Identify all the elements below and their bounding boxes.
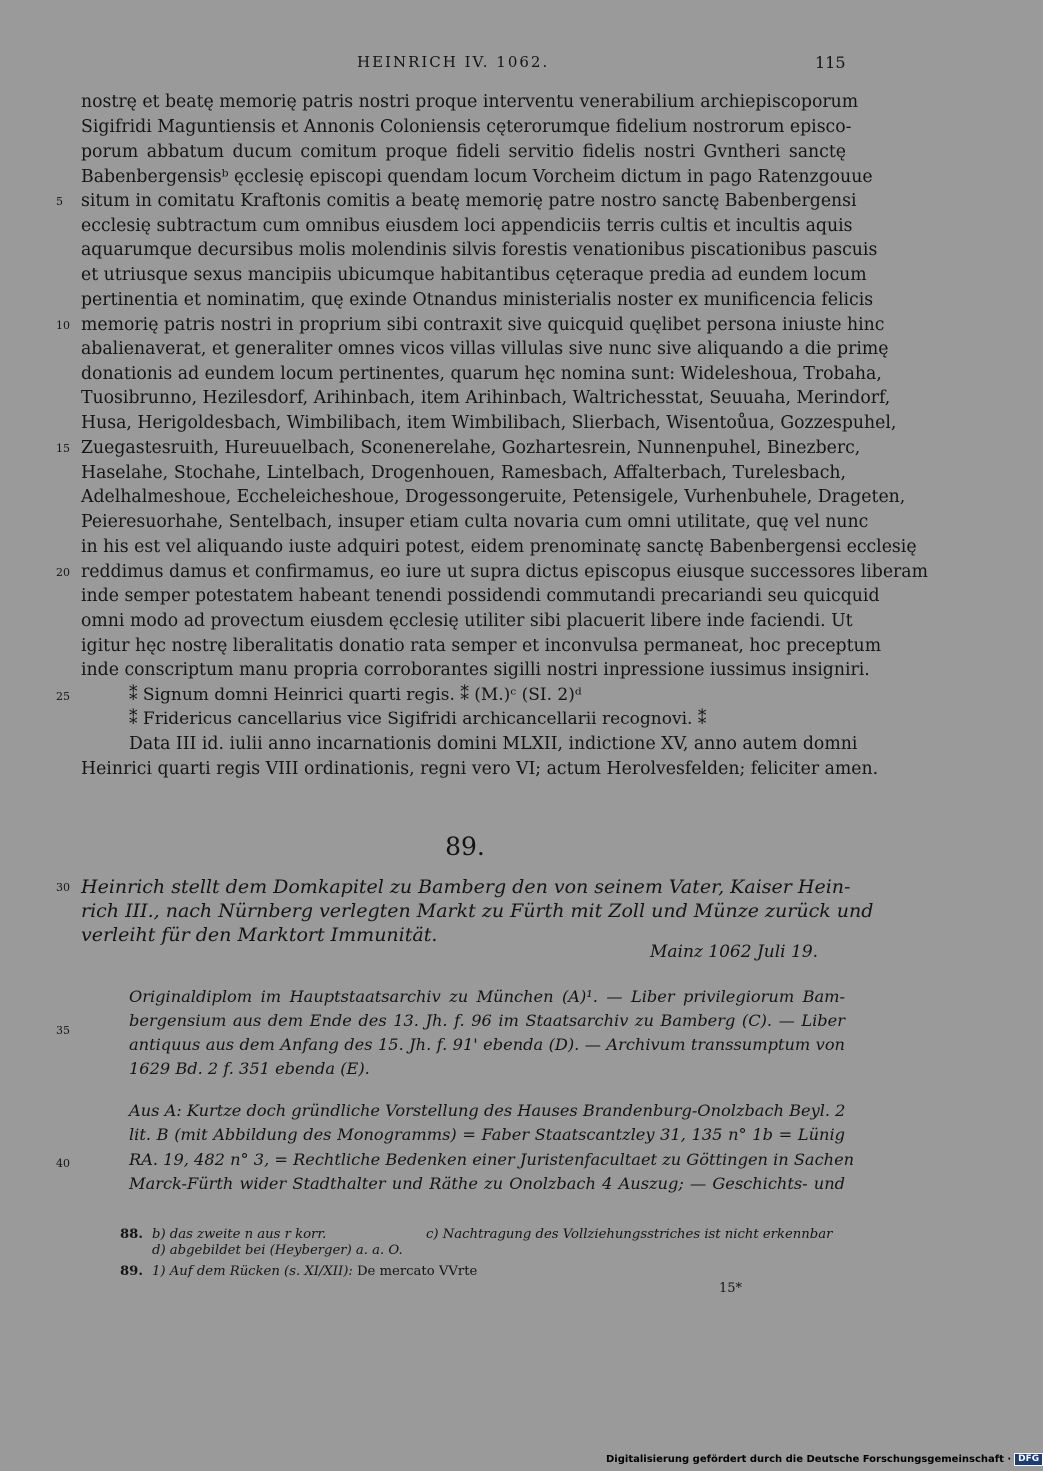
tradition-line: 1629 Bd. 2 f. 351 ebenda (E).: [129, 1059, 370, 1078]
charter-line: abalienaverat, et generaliter omnes vicos villas villulas sive nunc sive aliquando a die primę: [81, 339, 889, 359]
footnote-89-1: [152, 1263, 477, 1281]
charter-line: Adelhalmeshoue, Eccheleicheshoue, Drogessongeruite, Petensigele, Vurhenbuhele, Drageten,: [81, 487, 906, 507]
charter-line: Haselahe, Stochahe, Lintelbach, Drogenhouen, Ramesbach, Affalterbach, Turelesbach,: [81, 463, 846, 483]
line-number: 5: [56, 195, 63, 208]
charter-line: ecclesię subtractum cum omnibus eiusdem loci appendiciis terris cultis et incultis aquis: [81, 216, 853, 236]
line-number: 35: [56, 1024, 70, 1037]
charter-line: Sigifridi Maguntiensis et Annonis Coloniensis cęterorumque fidelium nostrorum episco-: [81, 117, 852, 137]
edition-line: lit. B (mit Abbildung des Monogramms) = Faber Staatscantzley 31, 135 n° 1b = Lünig: [129, 1125, 845, 1144]
tradition-line: bergensium aus dem Ende des 13. Jh. f. 96 im Staatsarchiv zu Bamberg (C). — Liber: [129, 1011, 845, 1030]
line-number: 15: [56, 442, 70, 455]
page-number: 115: [815, 53, 846, 72]
footnote-label: 89.: [120, 1264, 143, 1279]
tradition-line: antiquus aus dem Anfang des 15. Jh. f. 91' ebenda (D). — Archivum transsumptum von: [129, 1035, 845, 1054]
charter-line: inde conscriptum manu propria corroborantes sigilli nostri inpressione iussimus insigniri.: [81, 660, 870, 680]
charter-line: in his est vel aliquando iuste adquiri potest, eidem prenominatę sanctę Babenbergensi ecclesię: [81, 537, 917, 557]
signum-line: ⁑ Signum domni Heinrici quarti regis. ⁑ (M.)ᶜ (SI. 2)ᵈ: [129, 685, 582, 705]
charter-line: pertinentia et nominatim, quę exinde Otnandus ministerialis noster ex munificencia felicis: [81, 290, 874, 310]
dating-line: Heinrici quarti regis VIII ordinationis, regni vero VI; actum Herolvesfelden; feliciter amen.: [81, 759, 879, 779]
edition-line: Aus A: Kurtze doch gründliche Vorstellung des Hauses Brandenburg-Onolzbach Beyl. 2: [129, 1101, 846, 1120]
footnote-88-b: b) das zweite n aus r korr.: [152, 1227, 327, 1242]
dfg-logo: DFG: [1014, 1453, 1043, 1466]
charter-line: Babenbergensisᵇ ęcclesię episcopi quendam locum Vorcheim dictum in pago Ratenzgouue: [81, 167, 873, 187]
running-head: HEINRICH IV. 1062.: [357, 53, 550, 71]
line-number: 30: [56, 881, 70, 894]
line-number: 10: [56, 319, 70, 332]
charter-line: porum abbatum ducum comitum proque fideli servitio fidelis nostri Gvntheri sanctę: [81, 142, 846, 162]
line-number: 40: [56, 1157, 70, 1170]
charter-line: Husa, Herigoldesbach, Wimbilibach, item Wimbilibach, Slierbach, Wisentoůua, Gozzespuhel,: [81, 413, 897, 433]
charter-line: igitur hęc nostrę liberalitatis donatio rata semper et inconvulsa permaneat, hoc preceptum: [81, 636, 882, 656]
charter-line: reddimus damus et confirmamus, eo iure ut supra dictus episcopus eiusque successores liberam: [81, 562, 928, 582]
footer-text: Digitalisierung gefördert durch die Deutsche Forschungsgemeinschaft ·: [606, 1454, 1012, 1465]
recognition-line: ⁑ Fridericus cancellarius vice Sigifridi archicancellarii recognovi. ⁑: [129, 709, 707, 729]
charter-line: et utriusque sexus mancipiis ubicumque habitantibus cęteraque predia ad eundem locum: [81, 265, 867, 285]
footnote-88-d: d) abgebildet bei (Heyberger) a. a. O.: [152, 1243, 403, 1258]
place-date: Mainz 1062 Juli 19.: [650, 942, 819, 962]
tradition-line: Originaldiplom im Hauptstaatsarchiv zu München (A)¹. — Liber privilegiorum Bam-: [129, 987, 845, 1006]
charter-line: omni modo ad provectum eiusdem ęcclesię utiliter sibi placuerit libere inde faciendi. Ut: [81, 611, 853, 631]
charter-line: aquarumque decursibus molis molendinis silvis forestis venationibus piscationibus pascuis: [81, 240, 878, 260]
charter-line: Zuegastesruith, Hureuuelbach, Sconenerelahe, Gozhartesrein, Nunnenpuhel, Binezberc,: [81, 438, 861, 458]
regest-line: rich III., nach Nürnberg verlegten Markt zu Fürth mit Zoll und Münze zurück und: [81, 900, 874, 922]
footnote-89-1-text: De mercato VVrte: [356, 1264, 478, 1279]
signature-mark: 15*: [719, 1281, 743, 1296]
regest-line: verleiht für den Marktort Immunität.: [81, 924, 438, 946]
line-number: 20: [56, 566, 70, 579]
footnote-88-c: c) Nachtragung des Vollziehungsstriches ist nicht erkennbar: [426, 1227, 833, 1242]
regest-line: Heinrich stellt dem Domkapitel zu Bamberg den von seinem Vater, Kaiser Hein-: [81, 876, 851, 898]
line-number: 25: [56, 690, 70, 703]
edition-line: Marck-Fürth wider Stadthalter und Räthe zu Onolzbach 4 Auszug; — Geschichts- und: [129, 1174, 845, 1193]
charter-line: nostrę et beatę memorię patris nostri proque interventu venerabilium archiepiscoporum: [81, 92, 859, 112]
dating-line: Data III id. iulii anno incarnationis domini MLXII, indictione XV, anno autem domni: [129, 734, 858, 754]
charter-line: Tuosibrunno, Hezilesdorf, Arihinbach, item Arihinbach, Waltrichesstat, Seuuaha, Merindorf,: [81, 388, 891, 408]
footnote-89-1-source: 1) Auf dem Rücken (s. XI/XII):: [152, 1264, 353, 1279]
charter-line: donationis ad eundem locum pertinentes, quarum hęc nomina sunt: Wideleshoua, Trobaha,: [81, 364, 882, 384]
charter-line: Peieresuorhahe, Sentelbach, insuper etiam culta novaria cum omni utilitate, quę vel nunc: [81, 512, 869, 532]
funding-footer: [606, 1453, 1043, 1466]
charter-line: situm in comitatu Kraftonis comitis a beatę memorię patre nostro sanctę Babenbergensi: [81, 191, 857, 211]
document-number: 89.: [445, 832, 485, 861]
footnote-label: 88.: [120, 1227, 143, 1242]
charter-line: inde semper potestatem habeant tenendi possidendi commutandi precariandi seu quicquid: [81, 586, 880, 606]
edition-line: RA. 19, 482 n° 3, = Rechtliche Bedenken einer Juristenfacultaet zu Göttingen in Sachen: [129, 1150, 855, 1169]
charter-line: memorię patris nostri in proprium sibi contraxit sive quicquid quęlibet persona iniuste hinc: [81, 315, 885, 335]
